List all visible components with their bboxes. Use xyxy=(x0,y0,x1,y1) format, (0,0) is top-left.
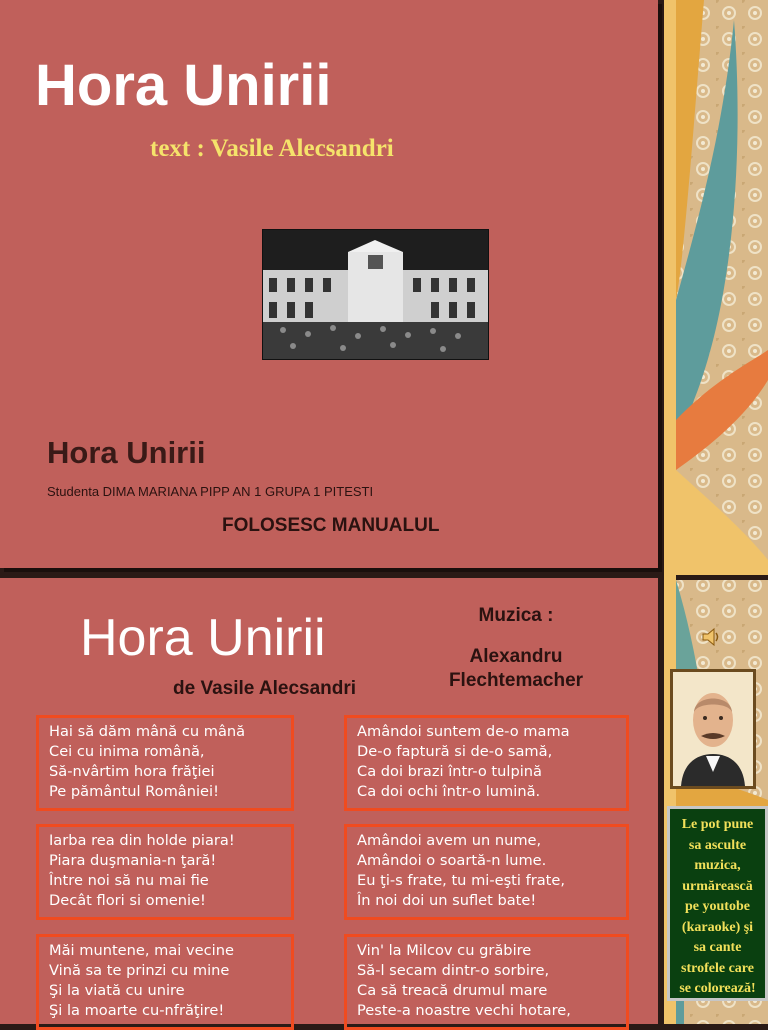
slide-title xyxy=(0,0,658,568)
slide-subtitle: text : Vasile Alecsandri xyxy=(150,135,394,162)
stanza-1[interactable]: Hai să dăm mână cu mână Cei cu inima română, Să-nvârtim hora frăţiei Pe pământul României! xyxy=(36,715,294,811)
slide-lyrics xyxy=(0,578,658,1024)
composer-name xyxy=(426,645,606,693)
lyrics-title: Hora Unirii xyxy=(80,609,326,667)
composer-line-1: Alexandru xyxy=(469,646,563,667)
stanza-2[interactable]: Amândoi suntem de-o mama De-o faptură si de-o samă, Ca doi brazi într-o tulpină Ca doi ochi într-o lumină. xyxy=(344,715,629,811)
stanza-6[interactable]: Vin' la Milcov cu grăbire Să-l secam dintr-o sorbire, Ca să treacă drumul mare Peste-a noastre vechi hotare, xyxy=(344,934,629,1030)
speaker-icon[interactable] xyxy=(700,626,722,648)
student-info: Studenta DIMA MARIANA PIPP AN 1 GRUPA 1 PITESTI xyxy=(47,484,374,499)
slide-heading: Hora Unirii xyxy=(47,435,206,470)
stanza-3[interactable]: Iarba rea din holde piara! Piara duşmania-n ţară! Între noi să nu mai fie Decât flori si omenie! xyxy=(36,824,294,920)
stanza-4[interactable]: Amândoi avem un nume, Amândoi o soartă-n lume. Eu ţi-s frate, tu mi-eşti frate, În noi doi un suflet bate! xyxy=(344,824,629,920)
manual-note: FOLOSESC MANUALUL xyxy=(222,515,440,536)
composer-portrait xyxy=(670,669,756,789)
historic-photo xyxy=(262,229,489,360)
lyrics-author: de Vasile Alecsandri xyxy=(173,678,357,699)
music-label: Muzica : xyxy=(478,605,554,626)
slide-title-heading: Hora Unirii xyxy=(35,53,332,118)
composer-line-2: Flechtemacher xyxy=(448,670,584,691)
teacher-note: Le pot pune sa asculte muzica, urmărească pe youtobe (karaoke) şi sa cante strofele care se colorează! xyxy=(667,806,768,1001)
stanza-5[interactable]: Măi muntene, mai vecine Vină sa te prinzi cu mine Şi la viată cu unire Şi la moarte cu-nfrăţire! xyxy=(36,934,294,1030)
